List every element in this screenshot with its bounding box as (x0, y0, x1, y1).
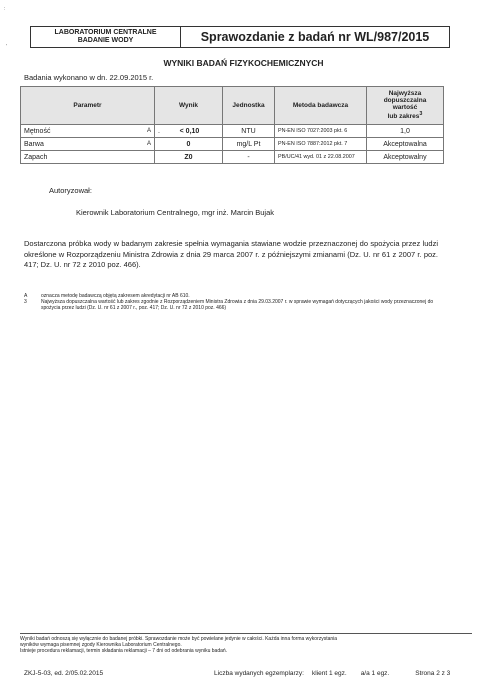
client-copies: klient 1 egz. (312, 670, 347, 677)
method-cell: PN-EN ISO 7027:2003 pkt. 6 (275, 125, 367, 138)
result-value: Z0 (184, 153, 193, 161)
header-limit-line4 (370, 111, 440, 120)
results-section-title: WYNIKI BADAŃ FIZYKOCHEMICZNYCH (163, 58, 324, 68)
table-row (21, 125, 444, 138)
limit-cell: Akceptowalny (367, 151, 444, 164)
header-limit-line3: wartość (392, 104, 418, 112)
footer-divider (20, 633, 472, 634)
footnote (24, 299, 444, 311)
unit-cell: NTU (223, 125, 275, 138)
copies-label: Liczba wydanych egzemplarzy: (214, 670, 304, 677)
page-footer (20, 670, 472, 677)
method-cell: PB/UC/41 wyd. 01 z 22.08.2007 (275, 151, 367, 164)
param-cell (21, 151, 155, 164)
results-table (20, 86, 444, 164)
table-row (21, 138, 444, 151)
header-limit-text: lub zakres (387, 113, 420, 121)
param-cell (21, 125, 155, 138)
margin-mark-mid: ' (6, 44, 7, 50)
legal-note: Istnieje procedura reklamacji, termin składania reklamacji – 7 dni od odebrania wyniku badań. (20, 648, 228, 654)
page-number: Strona 2 z 3 (415, 670, 451, 677)
header-param: Parametr (21, 87, 155, 125)
report-title: Sprawozdanie z badań nr WL/987/2015 (200, 30, 430, 44)
lab-name-line1: LABORATORIUM CENTRALNE (54, 29, 157, 36)
header-limit-footnote: 3 (419, 111, 423, 118)
footnote-mark: 3 (24, 299, 27, 305)
result-cell (155, 125, 223, 138)
result-cell (155, 138, 223, 151)
header-limit-line2: dopuszczalna (383, 97, 427, 105)
param-name: Zapach (24, 153, 48, 161)
footnotes (24, 293, 444, 311)
footnote-mark: A (24, 293, 28, 299)
results-table-header-row (21, 87, 444, 125)
param-name: Barwa (24, 140, 44, 148)
header-method: Metoda badawcza (275, 87, 367, 125)
accreditation-flag: A (146, 140, 151, 147)
form-code: ZKJ-5-03, ed. 2/05.02.2015 (24, 670, 104, 677)
accreditation-flag: A (146, 127, 151, 134)
conformity-statement: Dostarczona próbka wody w badanym zakresie spełnia wymagania stawiane wodzie przeznaczonej do spożycia przez ludzi określone w Rozporządzeniu Ministra Zdrowia z dnia 29 marca 2007 r. z późniejszymi zmianami (Dz. U. nr 61 z 2007 r. poz. 417; Dz. U. nr 72 z 2010 poz. 466). (24, 239, 438, 269)
header-limit (367, 87, 444, 125)
param-name: Mętność (24, 127, 51, 135)
report-header (30, 26, 450, 48)
margin-mark-top: : (4, 6, 6, 12)
legal-note: Wyniki badań odnoszą się wyłącznie do badanej próbki. Sprawozdanie może być powielane jedynie w całości. Każda inna forma wykorzystania (20, 636, 338, 642)
archive-copies: a/a 1 egz. (360, 670, 390, 677)
footnote-text: Najwyższa dopuszczalna wartość lub zakres zgodnie z Rozporządzeniem Ministra Zdrowia z dnia 29.03.2007 r. w sprawie wymagań dotyczących jakości wody przeznaczonej do spożycia przez ludzi (Dz. U. nr 61 z 2007 r., poz. 417; Dz. U. nr 72 z 2010 poz. 466) (41, 299, 434, 311)
authorized-label: Autoryzował: (49, 186, 92, 195)
header-limit-line1: Najwyższa (388, 90, 422, 98)
result-value: 0 (186, 140, 191, 148)
limit-cell: 1,0 (367, 125, 444, 138)
test-date-line: Badania wykonano w dn. 22.09.2015 r. (24, 73, 154, 82)
unit-cell: mg/L Pt (223, 138, 275, 151)
lab-name-line2: BADANIE WODY (77, 37, 134, 44)
header-unit: Jednostka (223, 87, 275, 125)
lab-name-box (31, 27, 181, 47)
footnote-text: oznacza metodę badawczą objętą zakresem akredytacji nr AB 610. (41, 293, 190, 299)
manager-signature-line: Kierownik Laboratorium Centralnego, mgr inż. Marcin Bujak (76, 208, 275, 217)
unit-cell: - (223, 151, 275, 164)
legal-note: wyników wymaga pisemnej zgody Kierownika Laboratorium Centralnego. (20, 642, 182, 648)
result-mark: . (158, 127, 160, 135)
legal-notes (20, 636, 472, 654)
header-wynik: Wynik (155, 87, 223, 125)
limit-cell: Akceptowalna (367, 138, 444, 151)
param-cell (21, 138, 155, 151)
table-row (21, 151, 444, 164)
method-cell: PN-EN ISO 7887:2012 pkt. 7 (275, 138, 367, 151)
result-cell (155, 151, 223, 164)
result-value: < 0,10 (179, 127, 200, 135)
